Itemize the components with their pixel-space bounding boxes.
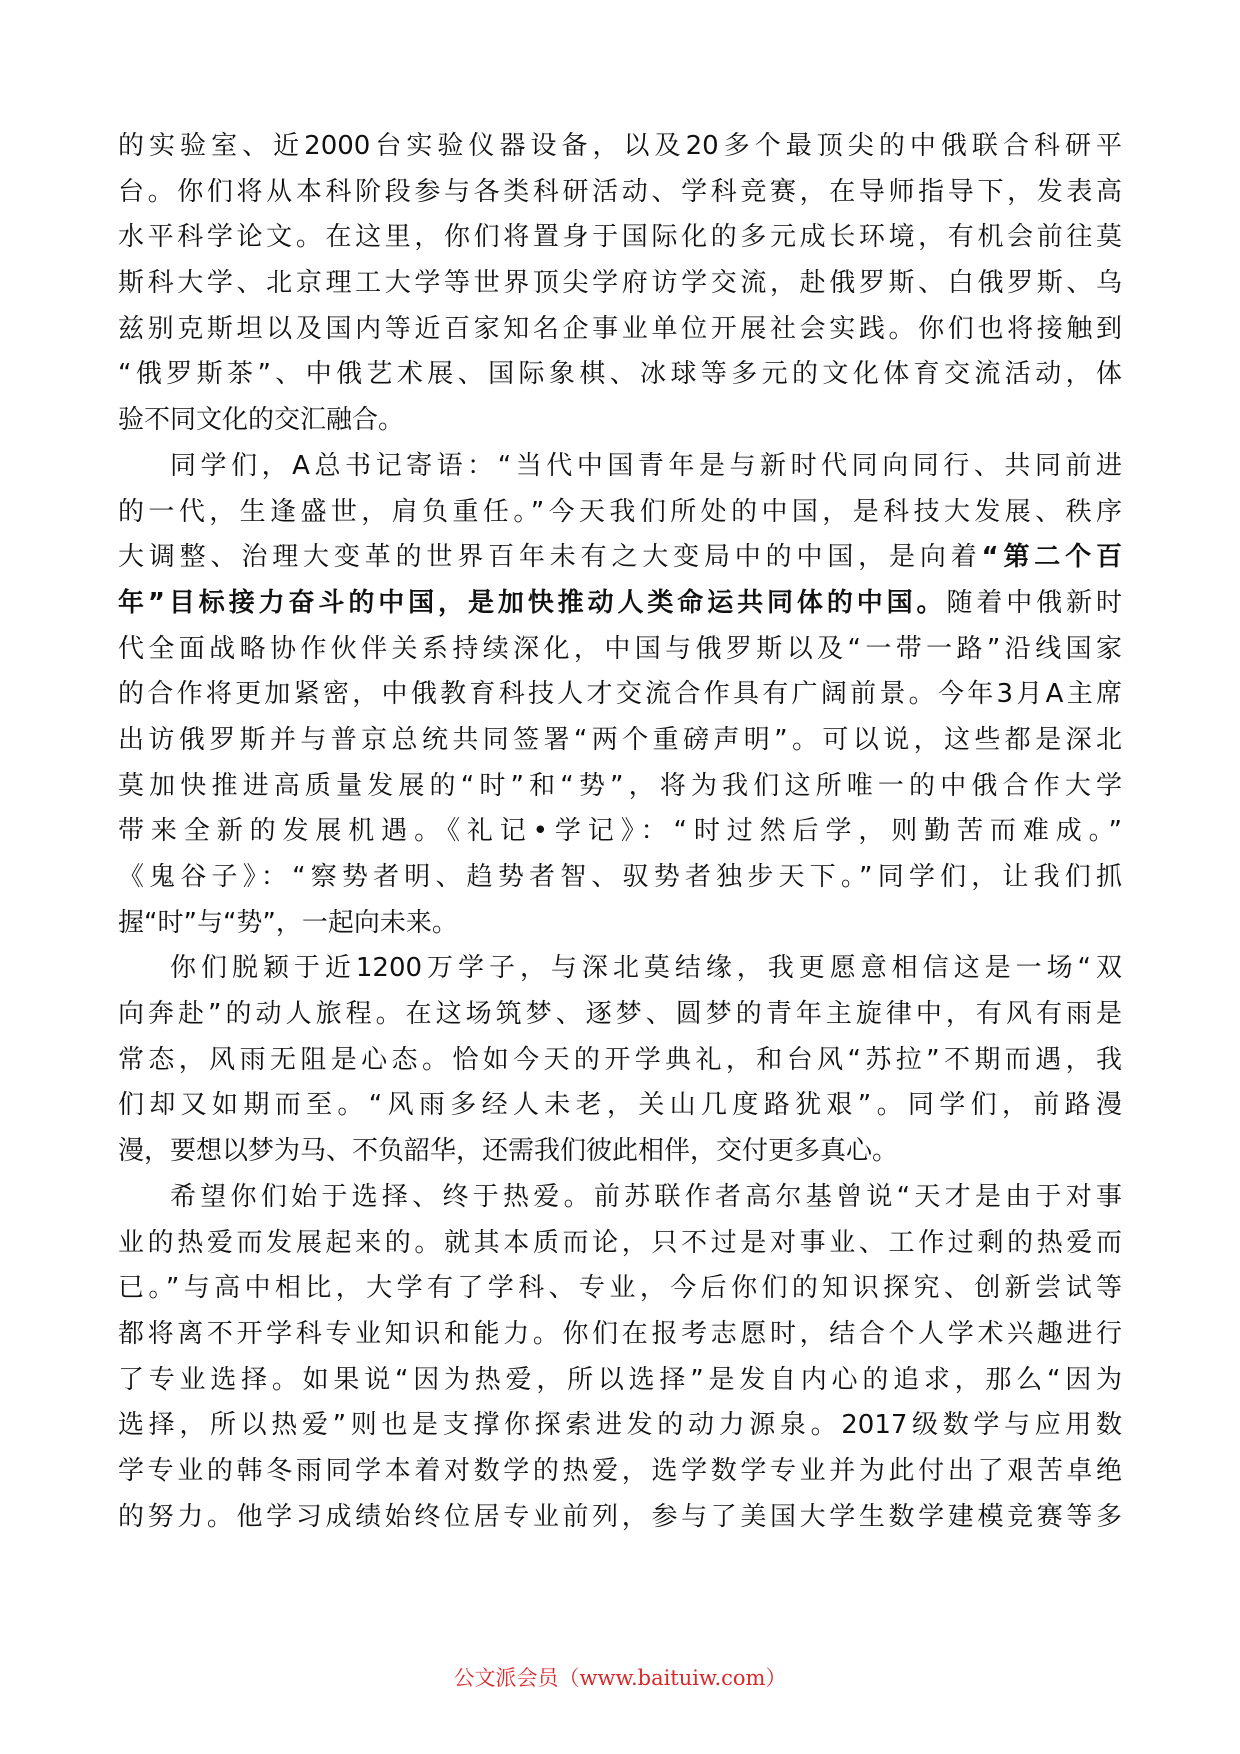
paragraph-2-line: 代全面战略协作伙伴关系持续深化，中国与俄罗斯以及“一带一路”沿线国家 bbox=[118, 633, 1122, 664]
paragraph-1-line: 斯科大学、北京理工大学等世界顶尖学府访学交流，赴俄罗斯、白俄罗斯、乌 bbox=[118, 268, 1122, 299]
paragraph-3-line: 漫，要想以梦为马、不负韶华，还需我们彼此相伴，交付更多真心。 bbox=[118, 1136, 899, 1167]
paragraph-4-line: 已。”与高中相比，大学有了学科、专业，今后你们的知识探究、创新尝试等 bbox=[118, 1273, 1122, 1304]
paragraph-1-line: “俄罗斯茶”、中俄艺术展、国际象棋、冰球等多元的文化体育交流活动，体 bbox=[118, 359, 1122, 390]
paragraph-2-line: 《鬼谷子》：“察势者明、趋势者智、驭势者独步天下。”同学们，让我们抓 bbox=[118, 862, 1122, 892]
paragraph-4-line: 学专业的韩冬雨同学本着对数学的热爱，选学数学专业并为此付出了艰苦卓绝 bbox=[118, 1455, 1122, 1486]
paragraph-2-text: 随着中俄新时 bbox=[946, 587, 1122, 618]
paragraph-4-line: 的努力。他学习成绩始终位居专业前列，参与了美国大学生数学建模竞赛等多 bbox=[118, 1501, 1122, 1532]
paragraph-2-bold-text: 年”目标接力奋斗的中国，是加快推动人类命运共同体的中国。 bbox=[118, 587, 947, 618]
paragraph-1-line: 水平科学论文。在这里，你们将置身于国际化的多元成长环境，有机会前往莫 bbox=[118, 222, 1122, 253]
paragraph-3-line: 向奔赴”的动人旅程。在这场筑梦、逐梦、圆梦的青年主旋律中，有风有雨是 bbox=[118, 999, 1122, 1030]
footer-watermark-link[interactable] bbox=[0, 1662, 1240, 1692]
paragraph-2-line: 带来全新的发展机遇。《礼记•学记》：“时过然后学，则勤苦而难成。” bbox=[118, 816, 1122, 847]
paragraph-4-line: 了专业选择。如果说“因为热爱，所以选择”是发自内心的追求，那么“因为 bbox=[118, 1364, 1122, 1395]
paragraph-4-line: 业的热爱而发展起来的。就其本质而论，只不过是对事业、工作过剩的热爱而 bbox=[118, 1227, 1122, 1258]
footer-text: 公文派会员（www.baituiw.com） bbox=[453, 1666, 787, 1690]
paragraph-1-line: 的实验室、近2000台实验仪器设备，以及20多个最顶尖的中俄联合科研平 bbox=[118, 131, 1122, 161]
paragraph-3-line: 们却又如期而至。“风雨多经人未老，关山几度路犹艰”。同学们，前路漫 bbox=[118, 1090, 1122, 1121]
paragraph-4-line: 都将离不开学科专业知识和能力。你们在报考志愿时，结合个人学术兴趣进行 bbox=[118, 1318, 1122, 1349]
paragraph-4-line: 希望你们始于选择、终于热爱。前苏联作者高尔基曾说“天才是由于对事 bbox=[170, 1181, 1122, 1212]
paragraph-2-line: 同学们，A总书记寄语：“当代中国青年是与新时代同向同行、共同前进 bbox=[170, 450, 1122, 481]
paragraph-2-line bbox=[118, 581, 1122, 627]
paragraph-3-line: 常态，风雨无阻是心态。恰如今天的开学典礼，和台风“苏拉”不期而遇，我 bbox=[118, 1044, 1122, 1075]
paragraph-2-text: 大调整、治理大变革的世界百年未有之大变局中的中国，是向着 bbox=[118, 542, 982, 573]
paragraph-2-line: 握“时”与“势”，一起向未来。 bbox=[118, 907, 458, 938]
paragraph-1-line: 验不同文化的交汇融合。 bbox=[118, 405, 405, 436]
paragraph-2-line: 的一代，生逢盛世，肩负重任。”今天我们所处的中国，是科技大发展、秩序 bbox=[118, 496, 1122, 527]
paragraph-1-line: 台。你们将从本科阶段参与各类科研活动、学科竞赛，在导师指导下，发表高 bbox=[118, 176, 1122, 207]
paragraph-2-line: 莫加快推进高质量发展的“时”和“势”，将为我们这所唯一的中俄合作大学 bbox=[118, 770, 1122, 801]
document-body bbox=[118, 124, 1122, 1540]
paragraph-2-line bbox=[118, 535, 1122, 581]
paragraph-1-line: 兹别克斯坦以及国内等近百家知名企事业单位开展社会实践。你们也将接触到 bbox=[118, 313, 1122, 344]
paragraph-3-line: 你们脱颖于近1200万学子，与深北莫结缘，我更愿意相信这是一场“双 bbox=[170, 953, 1122, 984]
paragraph-2-line: 的合作将更加紧密，中俄教育科技人才交流合作具有广阔前景。今年3月A主席 bbox=[118, 679, 1122, 710]
paragraph-2-bold-text: “第二个百 bbox=[981, 542, 1122, 573]
paragraph-2-line: 出访俄罗斯并与普京总统共同签署“两个重磅声明”。可以说，这些都是深北 bbox=[118, 724, 1122, 755]
paragraph-4-line: 选择，所以热爱”则也是支撑你探索进发的动力源泉。2017级数学与应用数 bbox=[118, 1410, 1122, 1441]
